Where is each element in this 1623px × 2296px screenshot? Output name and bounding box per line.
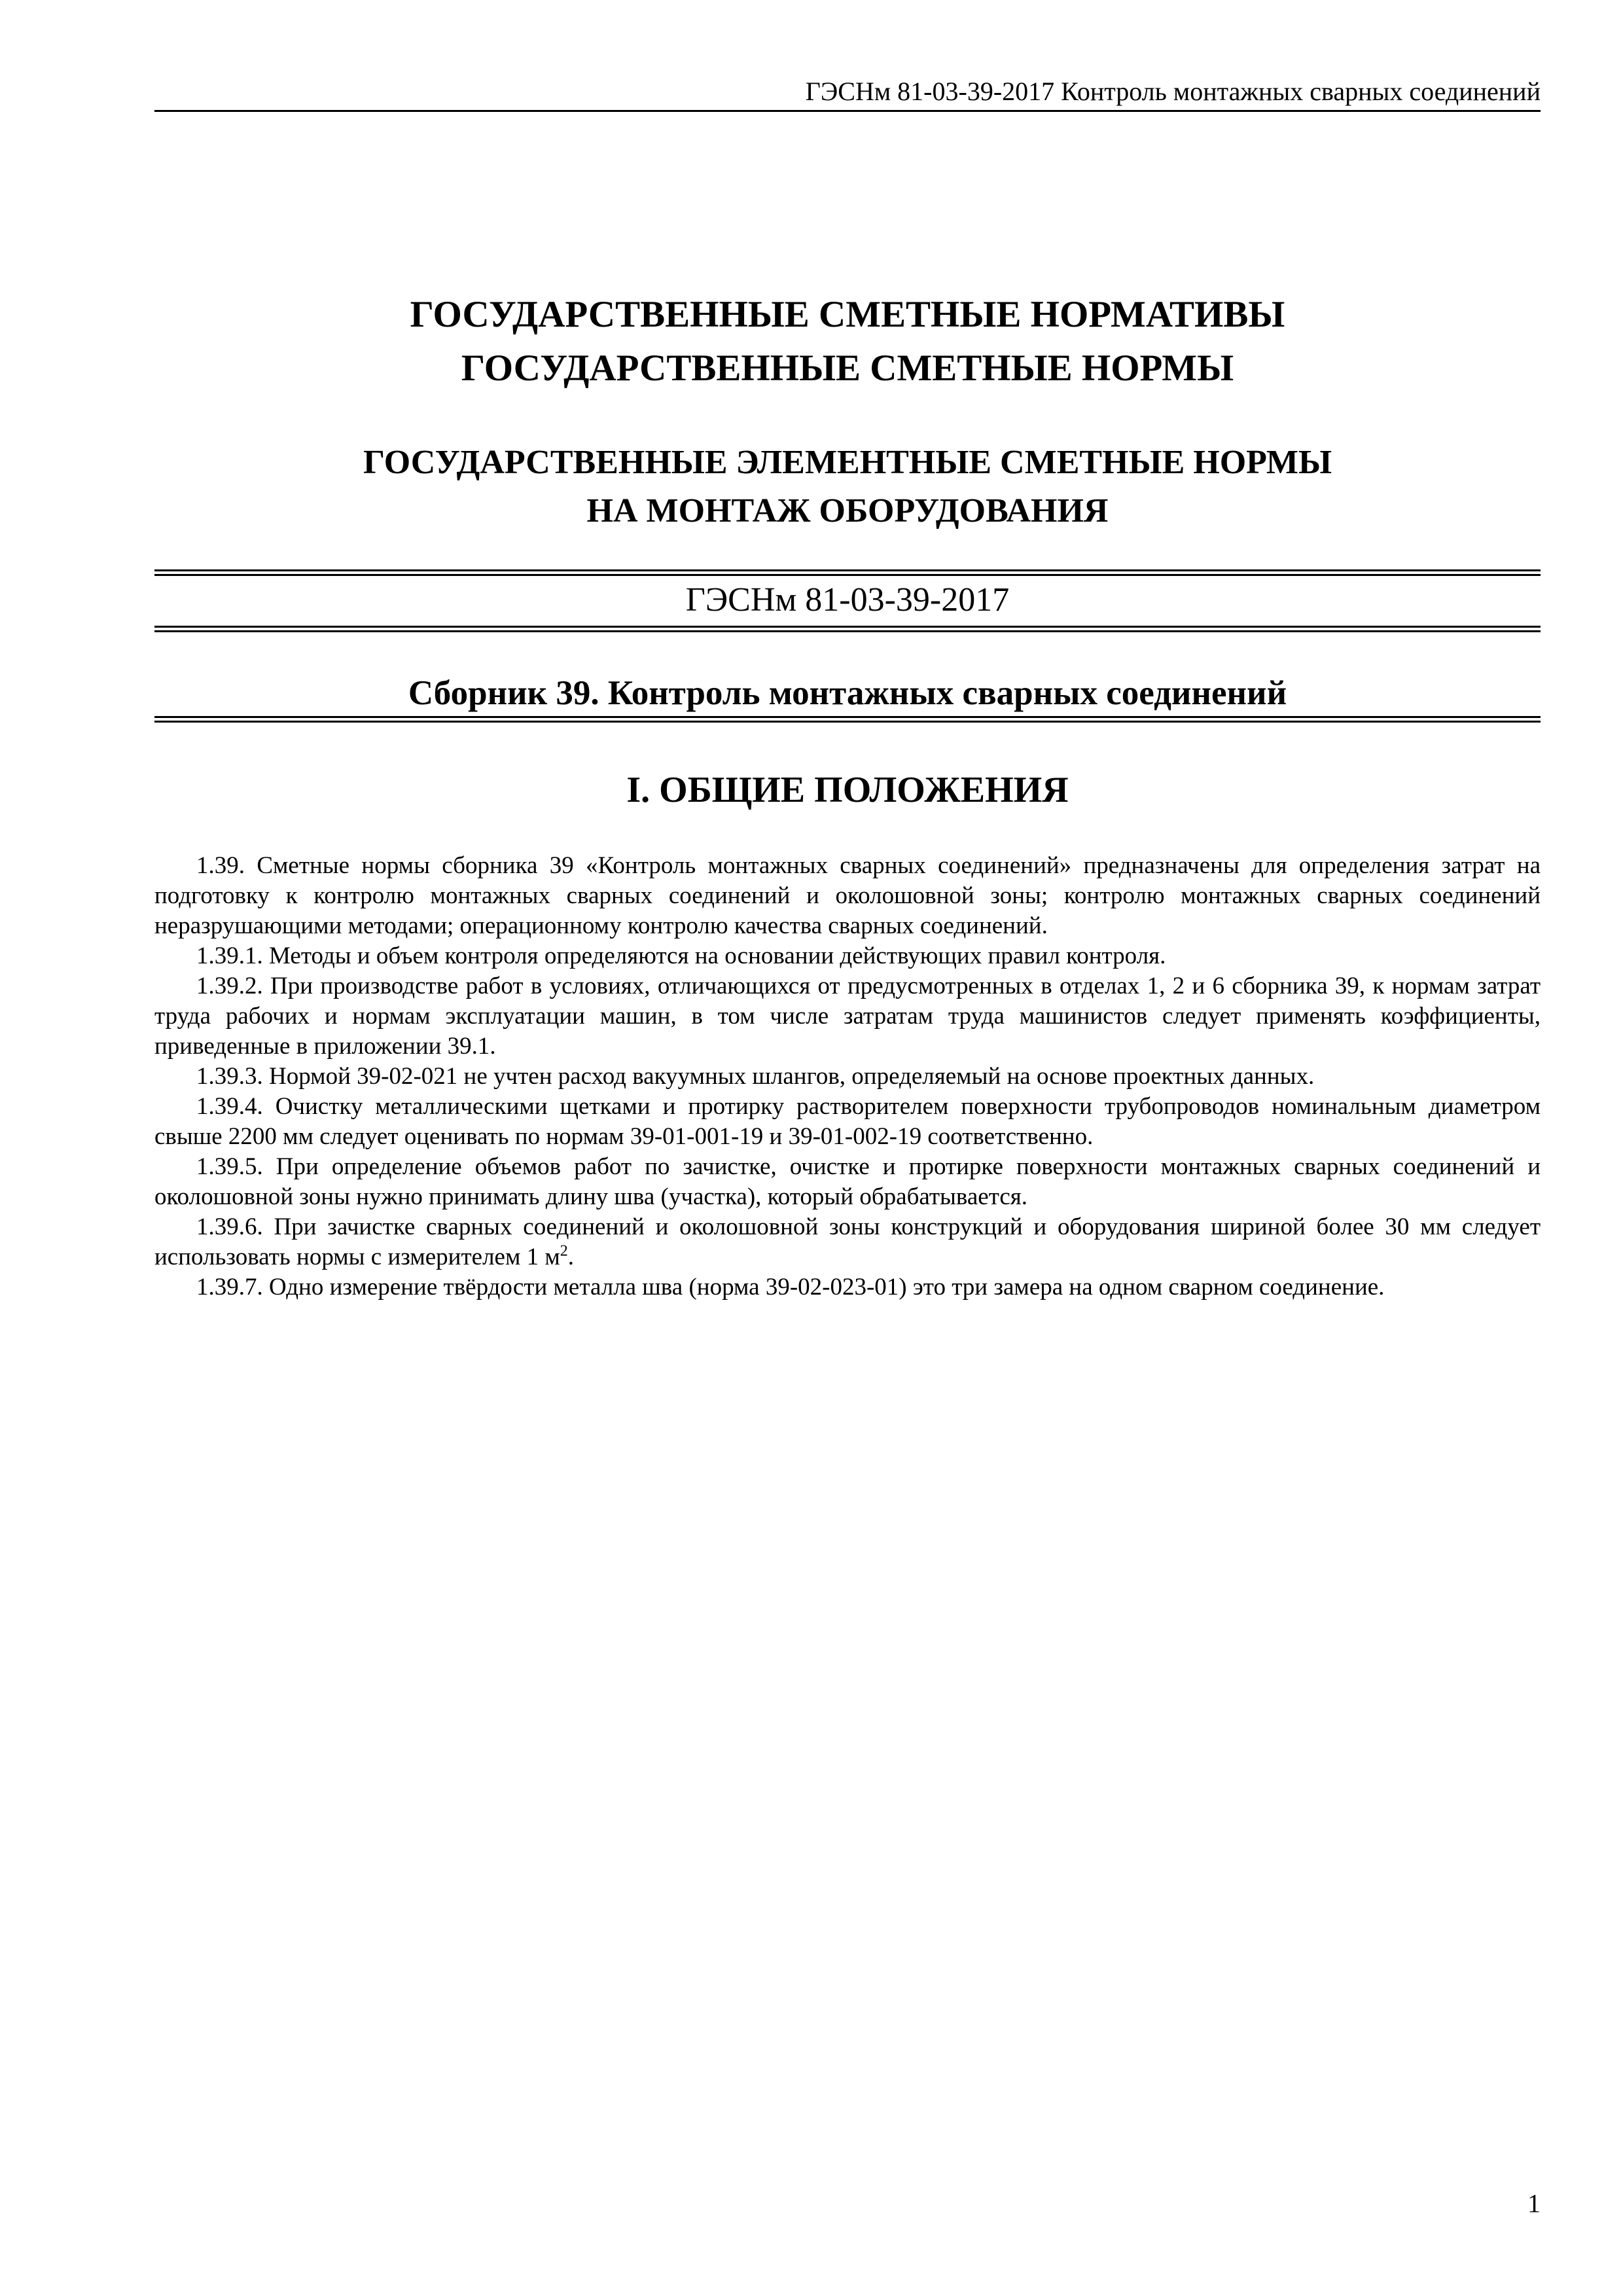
paragraph-1-39-7: 1.39.7. Одно измерение твёрдости металла шва (норма 39-02-023-01) это три замера на одном сварном соединение. xyxy=(196,1274,1385,1300)
divider-top xyxy=(154,569,1541,576)
paragraph-1-39-6-end: . xyxy=(567,1244,575,1270)
subtitle-line-2: НА МОНТАЖ ОБОРУДОВАНИЯ xyxy=(586,492,1109,529)
main-title-line-2: ГОСУДАРСТВЕННЫЕ СМЕТНЫЕ НОРМЫ xyxy=(461,348,1234,389)
divider-bottom xyxy=(154,716,1541,723)
paragraph-1-39-6 xyxy=(154,1212,1541,1272)
divider-middle xyxy=(154,626,1541,632)
paragraph-1-39-2: 1.39.2. При производстве работ в условиях, отличающихся от предусмотренных в отделах 1, 2 и 6 сборника 39, к нормам затрат труда рабочих и нормам эксплуатации машин, в том числе затратам труда машинистов следует применять коэффициенты, приведенные в приложении 39.1. xyxy=(154,973,1541,1060)
paragraph-1-39-6-text: 1.39.6. При зачистке сварных соединений и околошовной зоны конструкций и оборудования шириной более 30 мм следует использовать нормы с измерителем 1 м xyxy=(154,1213,1541,1270)
paragraph-1-39-4: 1.39.4. Очистку металлическими щетками и протирку растворителем поверхности трубопроводов номинальным диаметром свыше 2200 мм следует оценивать по нормам 39-01-001-19 и 39-01-002-19 соответственно. xyxy=(154,1093,1541,1150)
page-number: 1 xyxy=(1527,2189,1541,2218)
main-title-line-1: ГОСУДАРСТВЕННЫЕ СМЕТНЫЕ НОРМАТИВЫ xyxy=(410,294,1285,335)
subtitle-line-1: ГОСУДАРСТВЕННЫЕ ЭЛЕМЕНТНЫЕ СМЕТНЫЕ НОРМЫ xyxy=(363,444,1332,481)
paragraph-1-39-5: 1.39.5. При определение объемов работ по зачистке, очистке и протирке поверхности монтажных сварных соединений и околошовной зоны нужно принимать длину шва (участка), который обрабатывается. xyxy=(154,1153,1541,1210)
section-heading: I. ОБЩИЕ ПОЛОЖЕНИЯ xyxy=(626,770,1069,810)
collection-title: Сборник 39. Контроль монтажных сварных соединений xyxy=(408,674,1287,712)
document-code: ГЭСНм 81-03-39-2017 xyxy=(685,581,1010,619)
running-header xyxy=(154,73,1541,112)
paragraph-1-39: 1.39. Сметные нормы сборника 39 «Контроль монтажных сварных соединений» предназначены для определения затрат на подготовку к контролю монтажных сварных соединений и околошовной зоны; контролю монтажных сварных соединений неразрушающими методами; операционному контролю качества сварных соединений. xyxy=(154,852,1541,939)
main-title xyxy=(154,288,1541,395)
unit-superscript: 2 xyxy=(560,1242,568,1260)
section-body xyxy=(154,851,1541,1302)
subtitle xyxy=(154,439,1541,535)
paragraph-1-39-1: 1.39.1. Методы и объем контроля определяются на основании действующих правил контроля. xyxy=(196,942,1166,969)
running-header-text: ГЭСНм 81-03-39-2017 Контроль монтажных сварных соединений xyxy=(805,77,1541,106)
paragraph-1-39-3: 1.39.3. Нормой 39-02-021 не учтен расход вакуумных шлангов, определяемый на основе проектных данных. xyxy=(196,1063,1315,1090)
